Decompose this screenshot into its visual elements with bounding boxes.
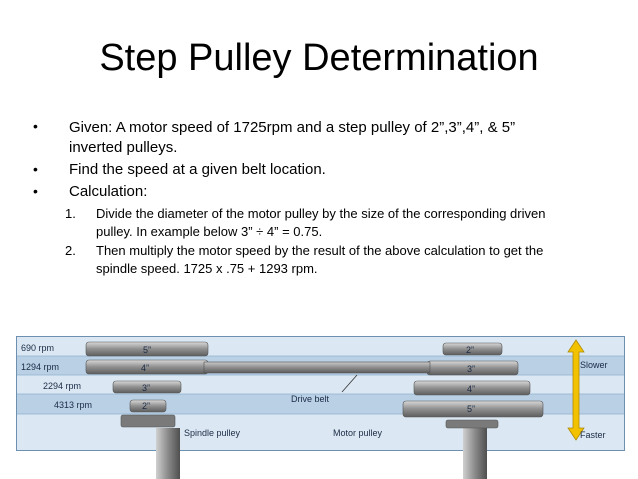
speed-label-4313: 4313 rpm [54, 400, 93, 410]
bullet-marker: • [33, 161, 38, 177]
spindle-pulley-label: Spindle pulley [184, 428, 241, 438]
step-number: 1. [65, 206, 76, 221]
motor-size-5in: 5” [467, 404, 476, 414]
speed-label-2294: 2294 rpm [43, 381, 82, 391]
step-divide-line-1: Divide the diameter of the motor pulley by the size of the corresponding driven [96, 206, 546, 221]
pulley-diagram [16, 330, 625, 479]
motor-pulley-label: Motor pulley [333, 428, 383, 438]
step-pulley-figure [16, 330, 625, 479]
spindle-size-2in: 2” [142, 401, 151, 411]
bullet-marker: • [33, 118, 38, 134]
spindle-size-4in: 4” [141, 363, 150, 373]
step-multiply-line-1: Then multiply the motor speed by the result of the above calculation to get the [96, 243, 544, 258]
bullet-given-line-2: inverted pulleys. [69, 139, 178, 156]
bullet-find-line-1: Find the speed at a given belt location. [69, 161, 326, 178]
motor-size-3in: 3” [467, 364, 476, 374]
motor-size-4in: 4” [467, 384, 476, 394]
speed-label-690: 690 rpm [21, 343, 55, 353]
bullet-find [69, 160, 569, 180]
slide-title: Step Pulley Determination [99, 37, 539, 79]
step-multiply-line-2: spindle speed. 1725 x .75 + 1293 rpm. [96, 261, 318, 276]
spindle-size-5in: 5” [143, 345, 152, 355]
drive-belt [204, 362, 430, 373]
motor-shaft [463, 428, 487, 479]
drive-belt-label: Drive belt [291, 394, 330, 404]
bullet-given [69, 118, 569, 158]
faster-label: Faster [580, 430, 606, 440]
step-divide [96, 205, 596, 241]
slower-label: Slower [580, 360, 608, 370]
speed-label-1294: 1294 rpm [21, 362, 60, 372]
bullet-marker: • [33, 183, 38, 199]
spindle-shaft [156, 428, 180, 479]
step-number: 2. [65, 243, 76, 258]
step-divide-line-2: pulley. In example below 3” ÷ 4” = 0.75. [96, 224, 323, 239]
bullet-given-line-1: Given: A motor speed of 1725rpm and a step pulley of 2”,3”,4”, & 5” [69, 119, 516, 136]
step-multiply [96, 242, 596, 278]
bullet-calculation [69, 182, 569, 202]
spindle-size-3in: 3” [142, 383, 151, 393]
bullet-calculation-line-1: Calculation: [69, 183, 148, 200]
motor-size-2in: 2” [466, 345, 475, 355]
